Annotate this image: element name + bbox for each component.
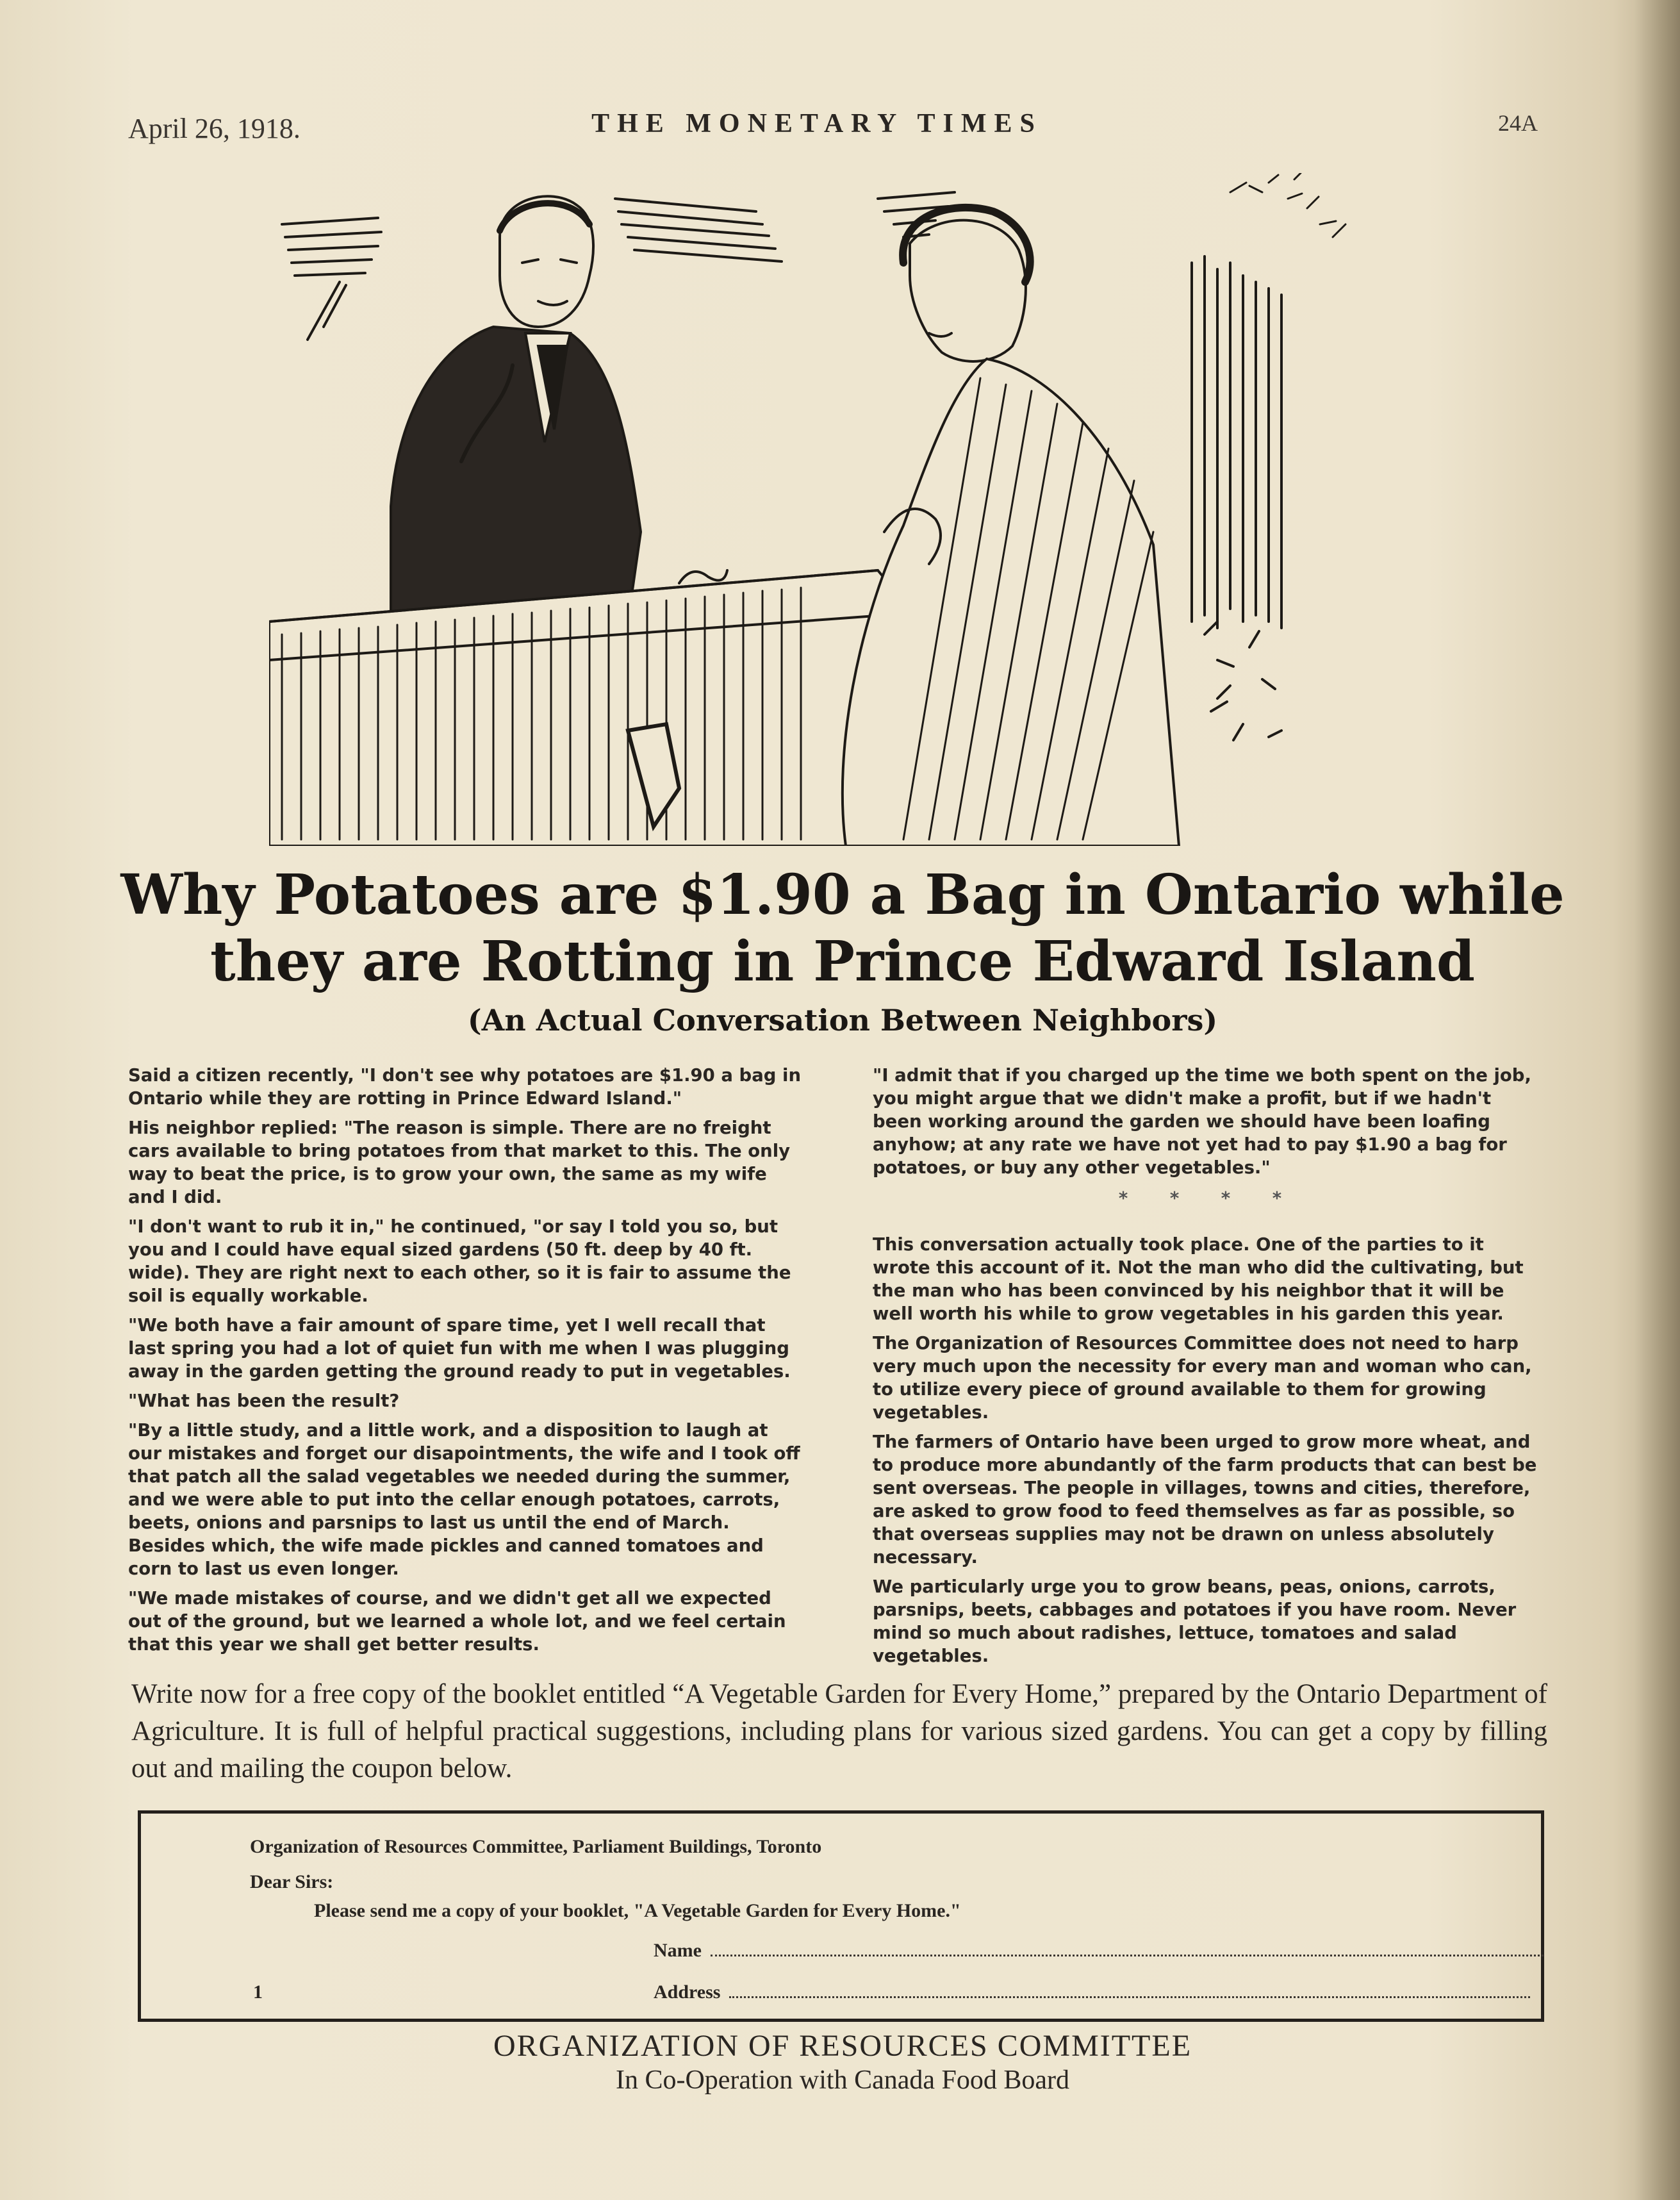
neighbors-conversation-illustration bbox=[269, 173, 1390, 846]
paragraph: We particularly urge you to grow beans, peas, onions, carrots, parsnips, beets, cabbages and potatoes if you have room. Never mind so much about radishes, lettuce, tomatoes and salad vegetables. bbox=[873, 1576, 1517, 1666]
section-separator: * * * * bbox=[1118, 1188, 1300, 1209]
coupon-mark: 1 bbox=[253, 1981, 263, 2003]
paragraph: "We made mistakes of course, and we didn't get all we expected out of the ground, but we learned a whole lot, and we feel certain that this year we shall get better results. bbox=[128, 1588, 786, 1655]
coupon-request: Please send me a copy of your booklet, "A Vegetable Garden for Every Home." bbox=[314, 1900, 961, 1921]
name-label: Name bbox=[654, 1940, 702, 1961]
running-header bbox=[128, 106, 1538, 151]
headline-line-1: Why Potatoes are $1.90 a Bag in Ontario while bbox=[120, 863, 1565, 927]
address-field[interactable] bbox=[729, 1982, 1530, 1998]
paragraph: "I don't want to rub it in," he continued, "or say I told you so, but you and I could have equal sized gardens (50 ft. deep by 40 ft. wide). They are right next to each other, so it is fair to assume the soil is equally workable. bbox=[128, 1216, 791, 1306]
issue-date: April 26, 1918. bbox=[128, 113, 301, 144]
coupon-address-line: Organization of Resources Committee, Parliament Buildings, Toronto bbox=[250, 1836, 822, 1857]
sponsor-cooperation: In Co-Operation with Canada Food Board bbox=[615, 2065, 1070, 2095]
headline bbox=[96, 862, 1589, 995]
page-number: 24A bbox=[1498, 110, 1538, 136]
paragraph: "By a little study, and a little work, and a disposition to laugh at our mistakes and forget our disapointments, the wife and I took off that patch all the salad vegetables we needed during the summer, and we were able to put into the cellar enough potatoes, carrots, beets, onions and parsnips to last us until the end of March. Besides which, the wife made pickles and canned tomatoes and corn to last us even longer. bbox=[128, 1420, 800, 1579]
right-column bbox=[873, 1064, 1545, 1674]
call-to-action: Write now for a free copy of the booklet entitled “A Vegetable Garden for Every Home,” prepared by the Ontario Department of Agriculture. It is full of helpful practical suggestions, including plans for various sized gardens. You can get a copy by filling out and mailing the coupon below. bbox=[131, 1679, 1547, 1783]
left-column bbox=[128, 1064, 807, 1662]
paragraph: Said a citizen recently, "I don't see why potatoes are $1.90 a bag in Ontario while they are rotting in Prince Edward Island." bbox=[128, 1065, 802, 1109]
address-label: Address bbox=[654, 1981, 721, 2003]
headline-line-2: they are Rotting in Prince Edward Island bbox=[210, 929, 1475, 994]
paragraph: His neighbor replied: "The reason is simple. There are no freight cars available to bring potatoes from that market to this. The only way to beat the price, is to grow your own, the same as my wife and I did. bbox=[128, 1118, 791, 1207]
coupon-name-row bbox=[654, 1940, 1544, 1962]
paragraph: This conversation actually took place. One of the parties to it wrote this account of it. Not the man who did the cultivating, but the man who has been convinced by his neighbor that it will be well worth his while to grow vegetables in his garden this year. bbox=[873, 1234, 1524, 1324]
paragraph: "What has been the result? bbox=[128, 1391, 400, 1411]
journal-title: THE MONETARY TIMES bbox=[591, 109, 1042, 138]
paragraph: "I admit that if you charged up the time we both spent on the job, you might argue that we didn't make a profit, but if we hadn't been working around the garden we should have been loafing anyhow; at any rate we have not yet had to pay $1.90 a bag for potatoes, or buy any other vegetables." bbox=[873, 1065, 1531, 1178]
paragraph: The farmers of Ontario have been urged to grow more wheat, and to produce more abundantly of the farm products that can best be sent overseas. The people in villages, towns and cities, therefore, are asked to grow food to feed themselves as far as possible, so that overseas supplies may not be drawn on unless absolutely necessary. bbox=[873, 1432, 1537, 1567]
page-binding-edge bbox=[1635, 0, 1680, 2200]
coupon-address-row bbox=[654, 1981, 1530, 2003]
paragraph: "We both have a fair amount of spare time, yet I well recall that last spring you had a lot of quiet fun with me when I was plugging away in the garden getting the ground ready to put in vegetables. bbox=[128, 1315, 791, 1382]
name-field[interactable] bbox=[711, 1940, 1544, 1956]
sponsor-organization: ORGANIZATION OF RESOURCES COMMITTEE bbox=[493, 2029, 1192, 2063]
paragraph: The Organization of Resources Committee does not need to harp very much upon the necessity for every man and woman who can, to utilize every piece of ground available to them for growing vegetables. bbox=[873, 1333, 1532, 1423]
mail-in-coupon bbox=[138, 1810, 1544, 2022]
subheadline: (An Actual Conversation Between Neighbors) bbox=[467, 1003, 1218, 1038]
coupon-salutation: Dear Sirs: bbox=[250, 1871, 334, 1892]
